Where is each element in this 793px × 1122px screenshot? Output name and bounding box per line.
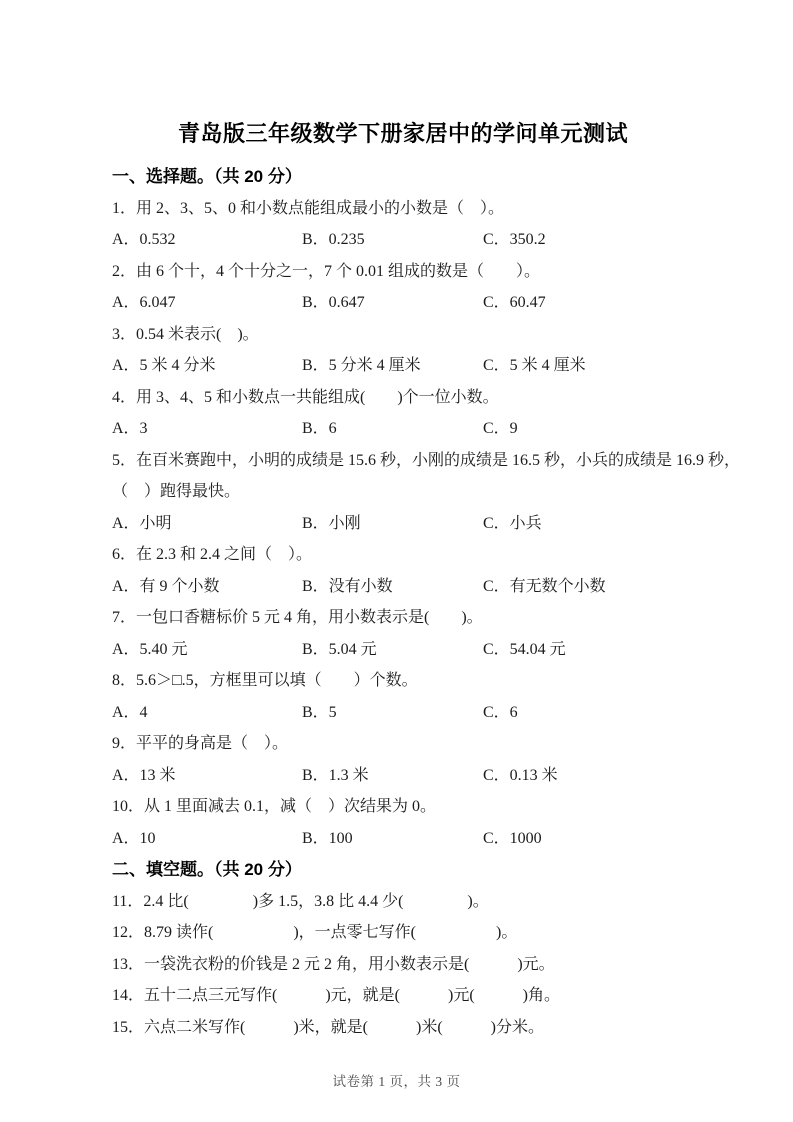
question-9-options — [112, 760, 694, 792]
question-10-options — [112, 823, 694, 855]
page-footer: 试卷第 1 页，共 3 页 — [332, 1074, 461, 1089]
option-b: B．5.04 元 — [302, 640, 377, 658]
question-1-options — [112, 224, 694, 256]
question-6-text: 6．在 2.3 和 2.4 之间（ ）。 — [112, 546, 313, 563]
question-11-text: 11．2.4 比( )多 1.5，3.8 比 4.4 少( )。 — [112, 892, 489, 910]
option-c: C．小兵 — [483, 514, 542, 532]
option-b: B．5 分米 4 厘米 — [302, 357, 421, 374]
question-4-text: 4．用 3、4、5 和小数点一共能组成( )个一位小数。 — [112, 388, 499, 406]
option-c: C．0.13 米 — [483, 766, 558, 784]
option-c: C．350.2 — [483, 231, 546, 248]
page-title: 青岛版三年级数学下册家居中的学问单元测试 — [177, 121, 628, 146]
option-c: C．54.04 元 — [483, 640, 566, 658]
question-1-text: 1．用 2、3、5、0 和小数点能组成最小的小数是（ ）。 — [112, 199, 505, 217]
option-a: A．3 — [112, 420, 148, 437]
option-a: A．10 — [112, 829, 156, 847]
option-c: C．1000 — [483, 829, 542, 847]
question-9-text: 9．平平的身高是（ ）。 — [112, 735, 289, 752]
question-10-text: 10．从 1 里面减去 0.1，减（ ）次结果为 0。 — [112, 798, 437, 815]
question-2-options — [112, 287, 694, 319]
option-b: B．没有小数 — [302, 577, 393, 595]
question-8-text: 8．5.6＞□.5，方框里可以填（ ）个数。 — [112, 672, 418, 689]
question-4-options — [112, 413, 694, 445]
option-a: A．4 — [112, 703, 148, 721]
option-b: B．小刚 — [302, 514, 361, 532]
option-a: A．13 米 — [112, 766, 176, 784]
option-a: A．5 米 4 分米 — [112, 357, 216, 374]
question-8-options — [112, 697, 694, 729]
question-14-text: 14．五十二点三元写作( )元，就是( )元( )角。 — [112, 987, 560, 1004]
option-c: C．有无数个小数 — [483, 577, 606, 595]
question-15-text: 15．六点二米写作( )米，就是( )米( )分米。 — [112, 1018, 544, 1036]
option-a: A．5.40 元 — [112, 640, 188, 658]
option-a: A．0.532 — [112, 231, 176, 248]
question-7-text: 7．一包口香糖标价 5 元 4 角，用小数表示是( )。 — [112, 609, 483, 626]
question-3-text: 3．0.54 米表示( )。 — [112, 325, 259, 343]
option-b: B．0.235 — [302, 231, 365, 248]
test-paper-content — [112, 118, 741, 1043]
option-c: C．9 — [483, 420, 518, 437]
question-5-text: 5．在百米赛跑中，小明的成绩是 15.6 秒，小刚的成绩是 16.5 秒，小兵的成绩是 16.9 秒， — [112, 451, 741, 469]
option-c: C．5 米 4 厘米 — [483, 357, 586, 374]
question-7-options — [112, 634, 694, 666]
question-5-options — [112, 508, 694, 540]
option-b: B．100 — [302, 829, 353, 847]
option-b: B．6 — [302, 420, 337, 437]
option-a: A．有 9 个小数 — [112, 577, 220, 595]
option-c: C．6 — [483, 703, 518, 721]
question-13-text: 13．一袋洗衣粉的价钱是 2 元 2 角，用小数表示是( )元。 — [112, 955, 555, 973]
question-6-options — [112, 571, 694, 603]
option-a: A．小明 — [112, 514, 172, 532]
option-b: B．1.3 米 — [302, 766, 369, 784]
option-b: B．5 — [302, 703, 337, 721]
option-b: B．0.647 — [302, 294, 365, 311]
option-c: C．60.47 — [483, 294, 546, 311]
question-2-text: 2．由 6 个十，4 个十分之一，7 个 0.01 组成的数是（ ）。 — [112, 262, 541, 280]
section-1-heading: 一、选择题。（共 20 分） — [112, 167, 302, 186]
question-12-text: 12．8.79 读作( )，一点零七写作( )。 — [112, 924, 518, 941]
question-3-options — [112, 350, 694, 382]
question-5-text-line2: （ ）跑得最快。 — [112, 483, 241, 500]
option-a: A．6.047 — [112, 294, 176, 311]
section-2-heading: 二、填空题。（共 20 分） — [112, 860, 302, 879]
